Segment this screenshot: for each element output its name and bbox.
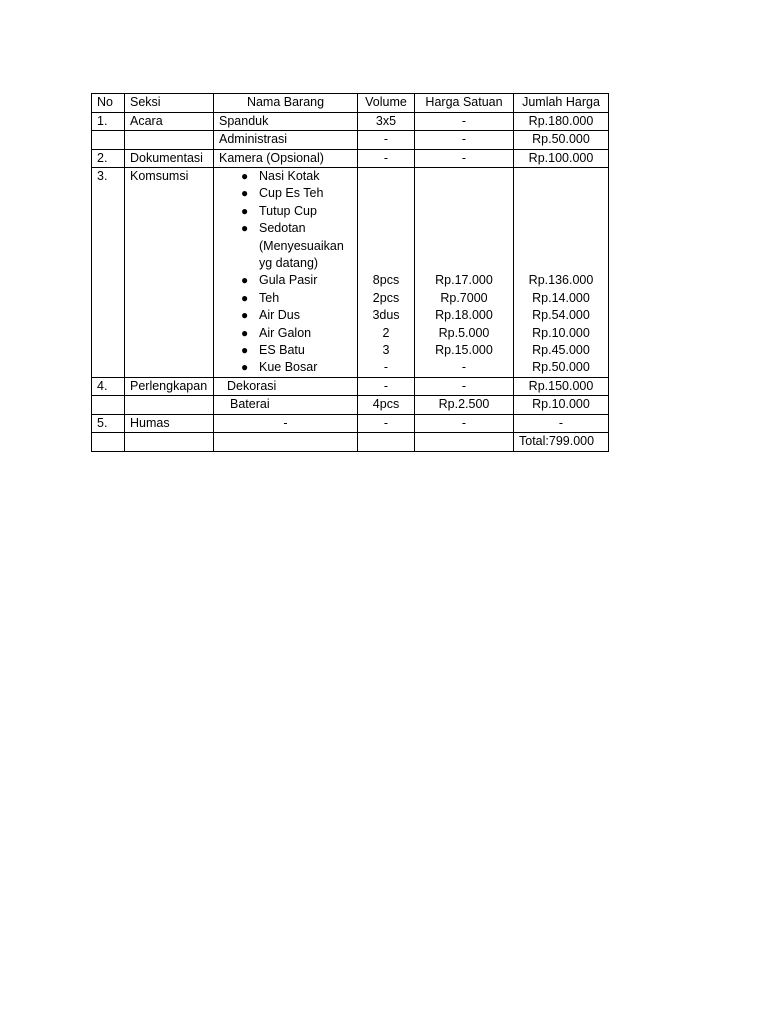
konsumsi-harga-satuan: Rp.5.000 [438,325,490,340]
cell-empty [125,433,214,452]
header-jumlah-harga: Jumlah Harga [514,94,609,113]
konsumsi-jumlah-harga: Rp.136.000 [528,273,594,288]
spacer-line [519,220,603,237]
konsumsi-harga-satuan: Rp.7000 [440,290,488,305]
table-row [92,131,609,150]
cell-no: 3. [92,168,125,378]
cell-no: 1. [92,112,125,131]
konsumsi-item [219,307,352,324]
cell-jumlah-harga-list [514,168,609,378]
bullet-icon: ● [241,186,249,201]
header-seksi: Seksi [125,94,214,113]
konsumsi-item [219,203,352,220]
table-row [92,149,609,168]
cell-nama-barang: Dekorasi [214,377,358,396]
konsumsi-volume: 2pcs [372,290,400,305]
cell-harga-satuan: - [415,377,514,396]
bullet-icon: ● [241,308,249,323]
konsumsi-item-name: Nasi Kotak [259,169,320,183]
konsumsi-item [219,220,352,272]
konsumsi-item-name: Air Dus [259,308,300,323]
cell-seksi: Dokumentasi [125,149,214,168]
konsumsi-jumlah-harga [519,203,603,220]
konsumsi-item-name: ES Batu [259,343,305,358]
bullet-icon: ● [241,290,249,305]
konsumsi-item-name: Teh [259,290,280,305]
konsumsi-harga-satuan [420,203,508,220]
cell-harga-satuan: - [415,414,514,433]
cell-seksi: Perlengkapan [125,377,214,396]
bullet-icon: ● [241,169,249,183]
konsumsi-volume: 3 [382,342,390,357]
cell-seksi: Humas [125,414,214,433]
bullet-icon: ● [241,203,249,218]
konsumsi-volume [363,185,409,202]
konsumsi-item-list [219,168,352,377]
konsumsi-jumlah-harga: Rp.54.000 [532,308,590,323]
bullet-icon: ● [241,221,249,236]
konsumsi-harga-satuan [420,185,508,202]
bullet-icon: ● [241,343,249,358]
konsumsi-item [219,342,352,359]
konsumsi-jumlah-harga: Rp.50.000 [532,360,590,375]
cell-volume: - [358,131,415,150]
konsumsi-jumlah-harga [519,255,603,272]
konsumsi-harga-satuan: Rp.18.000 [435,308,493,323]
cell-jumlah-harga: Rp.150.000 [514,377,609,396]
cell-harga-satuan: - [415,149,514,168]
budget-table [91,93,609,452]
konsumsi-harga-satuan: - [461,360,467,375]
cell-nama-barang: Administrasi [214,131,358,150]
konsumsi-volume [363,203,409,220]
cell-volume: - [358,377,415,396]
table-row [92,377,609,396]
spacer-line [363,238,409,255]
cell-volume-list [358,168,415,378]
table-row [92,112,609,131]
cell-jumlah-harga: Rp.180.000 [514,112,609,131]
konsumsi-item [219,272,352,289]
konsumsi-item-name: Gula Pasir [259,273,318,288]
konsumsi-volume: - [383,360,389,375]
cell-empty [358,433,415,452]
konsumsi-item-name: Sedotan (Menyesuaikan yg datang) [259,221,344,271]
konsumsi-jumlah-harga: Rp.14.000 [532,290,590,305]
cell-no: 2. [92,149,125,168]
konsumsi-item-name: Tutup Cup [259,203,317,218]
table-row [92,396,609,415]
table-total-row [92,433,609,452]
cell-nama-barang: Kamera (Opsional) [214,149,358,168]
bullet-icon: ● [241,325,249,340]
total-value: Total:799.000 [514,433,609,452]
cell-volume: 4pcs [358,396,415,415]
cell-empty [415,433,514,452]
cell-volume: 3x5 [358,112,415,131]
cell-seksi [125,131,214,150]
cell-harga-satuan: - [415,112,514,131]
table-row [92,414,609,433]
konsumsi-harga-satuan: Rp.15.000 [435,342,493,357]
konsumsi-volume: 3dus [372,308,400,323]
cell-no [92,131,125,150]
konsumsi-item-name: Air Galon [259,325,312,340]
konsumsi-volume: 8pcs [372,273,400,288]
cell-harga-satuan: Rp.2.500 [415,396,514,415]
cell-volume: - [358,149,415,168]
cell-no [92,396,125,415]
konsumsi-item [219,168,352,185]
spacer-line [363,220,409,237]
cell-nama-barang: - [214,414,358,433]
cell-volume: - [358,414,415,433]
cell-jumlah-harga: Rp.100.000 [514,149,609,168]
bullet-icon: ● [241,360,249,375]
konsumsi-item [219,359,352,376]
cell-nama-barang-list [214,168,358,378]
konsumsi-item-name: Kue Bosar [259,360,318,375]
konsumsi-jumlah-harga [519,168,603,185]
cell-jumlah-harga: - [514,414,609,433]
header-harga-satuan: Harga Satuan [415,94,514,113]
konsumsi-item [219,290,352,307]
konsumsi-jumlah-harga [519,185,603,202]
konsumsi-volume: 2 [382,325,390,340]
cell-harga-satuan: - [415,131,514,150]
header-no: No [92,94,125,113]
cell-nama-barang: Spanduk [214,112,358,131]
konsumsi-jumlah-harga: Rp.45.000 [532,342,590,357]
cell-harga-satuan-list [415,168,514,378]
konsumsi-item-name: Cup Es Teh [259,186,324,201]
header-nama-barang: Nama Barang [214,94,358,113]
konsumsi-volume [363,168,409,185]
cell-seksi: Acara [125,112,214,131]
cell-seksi: Komsumsi [125,168,214,378]
cell-jumlah-harga: Rp.50.000 [514,131,609,150]
konsumsi-harga-satuan [420,255,508,272]
konsumsi-harga-satuan: Rp.17.000 [435,273,493,288]
konsumsi-harga-satuan [420,168,508,185]
spacer-line [519,238,603,255]
cell-no: 5. [92,414,125,433]
konsumsi-item [219,185,352,202]
spacer-line [420,220,508,237]
table-header-row [92,94,609,113]
cell-seksi [125,396,214,415]
spacer-line [420,238,508,255]
konsumsi-jumlah-harga: Rp.10.000 [532,325,590,340]
table-row-konsumsi [92,168,609,378]
cell-nama-barang: Baterai [214,396,358,415]
bullet-icon: ● [241,273,249,288]
konsumsi-item [219,325,352,342]
document-page [91,93,609,452]
konsumsi-volume [363,255,409,272]
cell-no: 4. [92,377,125,396]
header-volume: Volume [358,94,415,113]
cell-empty [92,433,125,452]
cell-jumlah-harga: Rp.10.000 [514,396,609,415]
cell-empty [214,433,358,452]
